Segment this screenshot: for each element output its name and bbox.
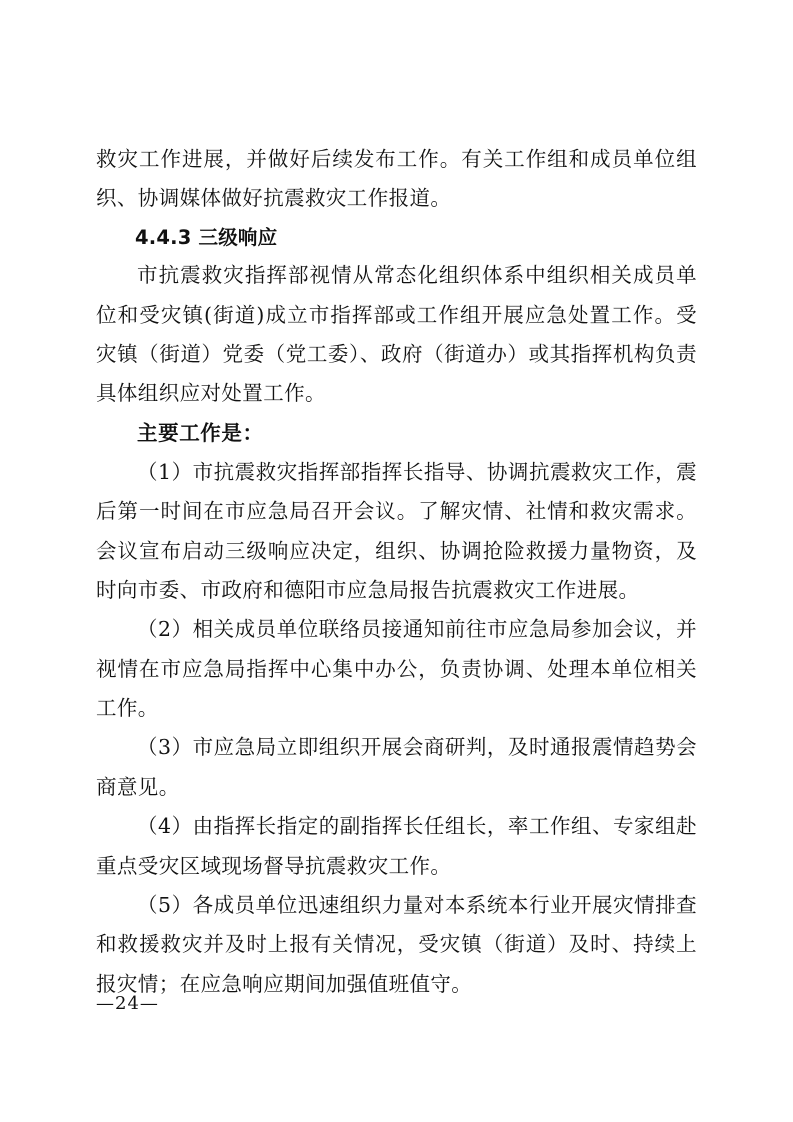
subheading-main-tasks: 主要工作是： [137,420,264,445]
paragraph-item-3: （3）市应急局立即组织开展会商研判，及时通报震情趋势会商意见。 [96,735,697,799]
paragraph-level-three-response-intro: 市抗震救灾指挥部视情从常态化组织体系中组织相关成员单位和受灾镇(街道)成立市指挥部或工作组开展应急处置工作。受灾镇（街道）党委（党工委）、政府（街道办）或其指挥机构负责具体组织应对处置工作。 [96,263,697,406]
paragraph-item-5: （5）各成员单位迅速组织力量对本系统本行业开展灾情排查和救援救灾并及时上报有关情况，受灾镇（街道）及时、持续上报灾情；在应急响应期间加强值班值守。 [96,892,697,996]
paragraph-item-1: （1）市抗震救灾指挥部指挥长指导、协调抗震救灾工作，震后第一时间在市应急局召开会议。了解灾情、社情和救灾需求。会议宣布启动三级响应决定，组织、协调抢险救援力量物资，及时向市委、市政府和德阳市应急局报告抗震救灾工作进展。 [96,459,697,603]
paragraph-item-2: （2）相关成员单位联络员接通知前往市应急局参加会议，并视情在市应急局指挥中心集中办公，负责协调、处理本单位相关工作。 [96,617,697,721]
paragraph-item-4: （4）由指挥长指定的副指挥长任组长，率工作组、专家组赴重点受灾区域现场督导抗震救灾工作。 [96,814,697,878]
page-number: —24— [96,993,159,1014]
paragraph-continuation: 救灾工作进展，并做好后续发布工作。有关工作组和成员单位组织、协调媒体做好抗震救灾工作报道。 [96,147,697,211]
document-body [96,140,697,1004]
section-heading-4-4-3: 4.4.3 三级响应 [135,225,278,249]
